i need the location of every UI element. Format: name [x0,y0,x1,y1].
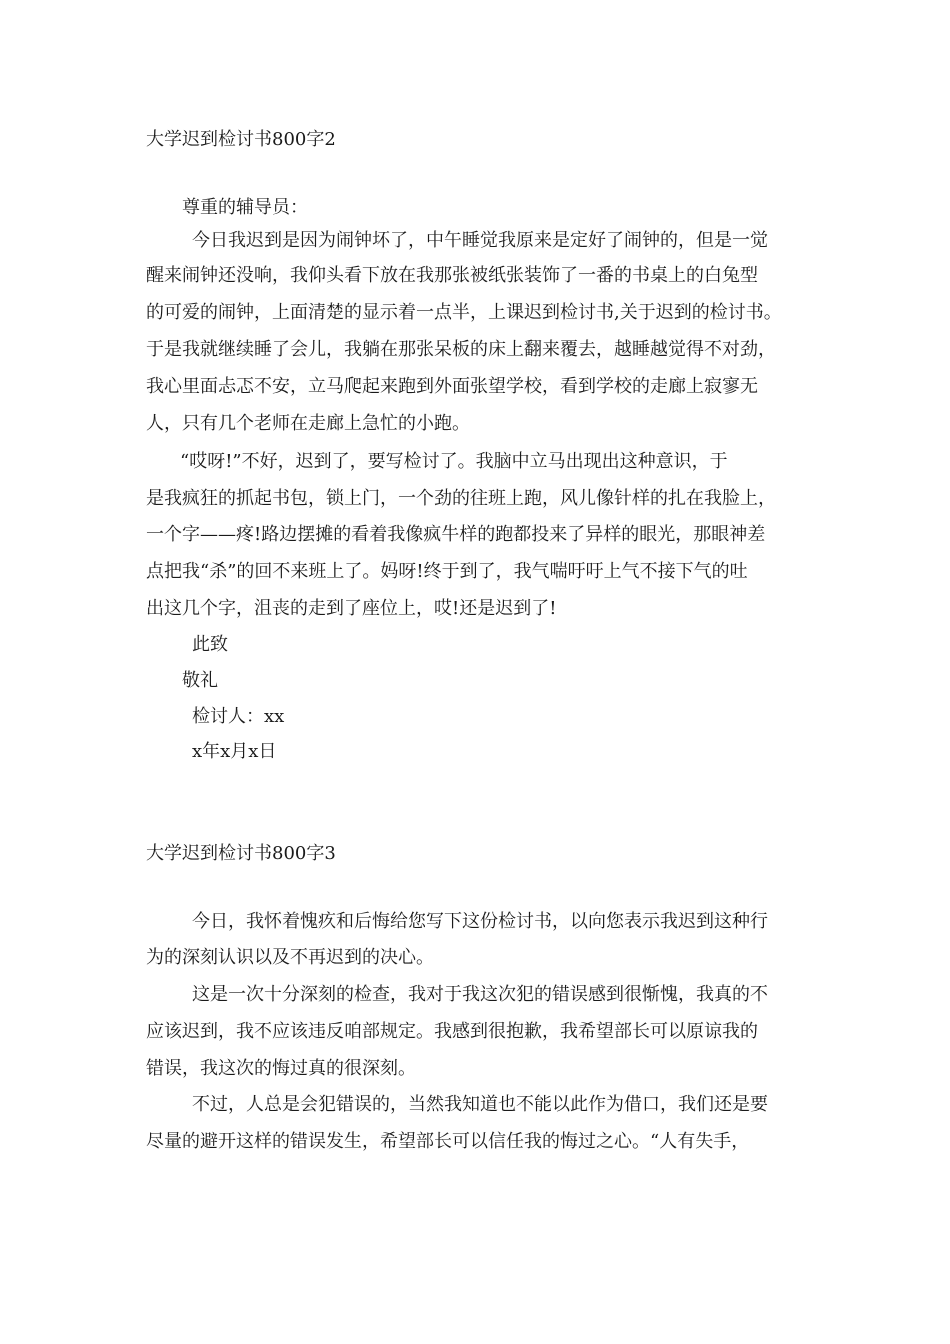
paragraph-line: 我心里面忐忑不安，立马爬起来跑到外面张望学校，看到学校的走廊上寂寥无 [146,376,758,397]
salutation: 尊重的辅导员： [182,197,308,218]
paragraph-line: 于是我就继续睡了会儿，我躺在那张呆板的床上翻来覆去，越睡越觉得不对劲， [146,339,776,360]
paragraph-line: 一个字——疼!路边摆摊的看着我像疯牛样的跑都投来了异样的眼光，那眼神差 [146,524,766,545]
paragraph-line: 出这几个字，沮丧的走到了座位上，哎!还是迟到了! [146,598,557,619]
paragraph-line: 不过，人总是会犯错误的，当然我知道也不能以此作为借口，我们还是要 [192,1094,768,1115]
closing-line: 敬礼 [182,670,218,691]
paragraph-line: 是我疯狂的抓起书包，锁上门，一个劲的往班上跑，风儿像针样的扎在我脸上， [146,488,776,509]
paragraph-line: 尽量的避开这样的错误发生，希望部长可以信任我的悔过之心。“人有失手， [146,1131,750,1152]
paragraph-line: 今日我迟到是因为闹钟坏了，中午睡觉我原来是定好了闹钟的，但是一觉 [192,230,768,251]
paragraph-line: 点把我“杀”的回不来班上了。妈呀!终于到了，我气喘吁吁上气不接下气的吐 [146,561,748,582]
paragraph-line: 人，只有几个老师在走廊上急忙的小跑。 [146,413,470,434]
paragraph-line: 错误，我这次的悔过真的很深刻。 [146,1058,416,1079]
date-line: x年x月x日 [192,741,277,762]
paragraph-line: “哎呀!”不好，迟到了，要写检讨了。我脑中立马出现出这种意识，于 [180,451,728,472]
closing-line: 此致 [192,634,228,655]
section-title: 大学迟到检讨书800字3 [146,843,336,864]
paragraph-line: 为的深刻认识以及不再迟到的决心。 [146,947,434,968]
paragraph-line: 的可爱的闹钟，上面清楚的显示着一点半，上课迟到检讨书,关于迟到的检讨书。 [146,302,782,323]
section-title: 大学迟到检讨书800字2 [146,129,336,150]
signer-line: 检讨人：xx [192,706,285,727]
paragraph-line: 醒来闹钟还没响，我仰头看下放在我那张被纸张装饰了一番的书桌上的白兔型 [146,265,758,286]
paragraph-line: 应该迟到，我不应该违反咱部规定。我感到很抱歉，我希望部长可以原谅我的 [146,1021,758,1042]
paragraph-line: 这是一次十分深刻的检查，我对于我这次犯的错误感到很惭愧，我真的不 [192,984,768,1005]
paragraph-line: 今日，我怀着愧疚和后悔给您写下这份检讨书，以向您表示我迟到这种行 [192,911,768,932]
